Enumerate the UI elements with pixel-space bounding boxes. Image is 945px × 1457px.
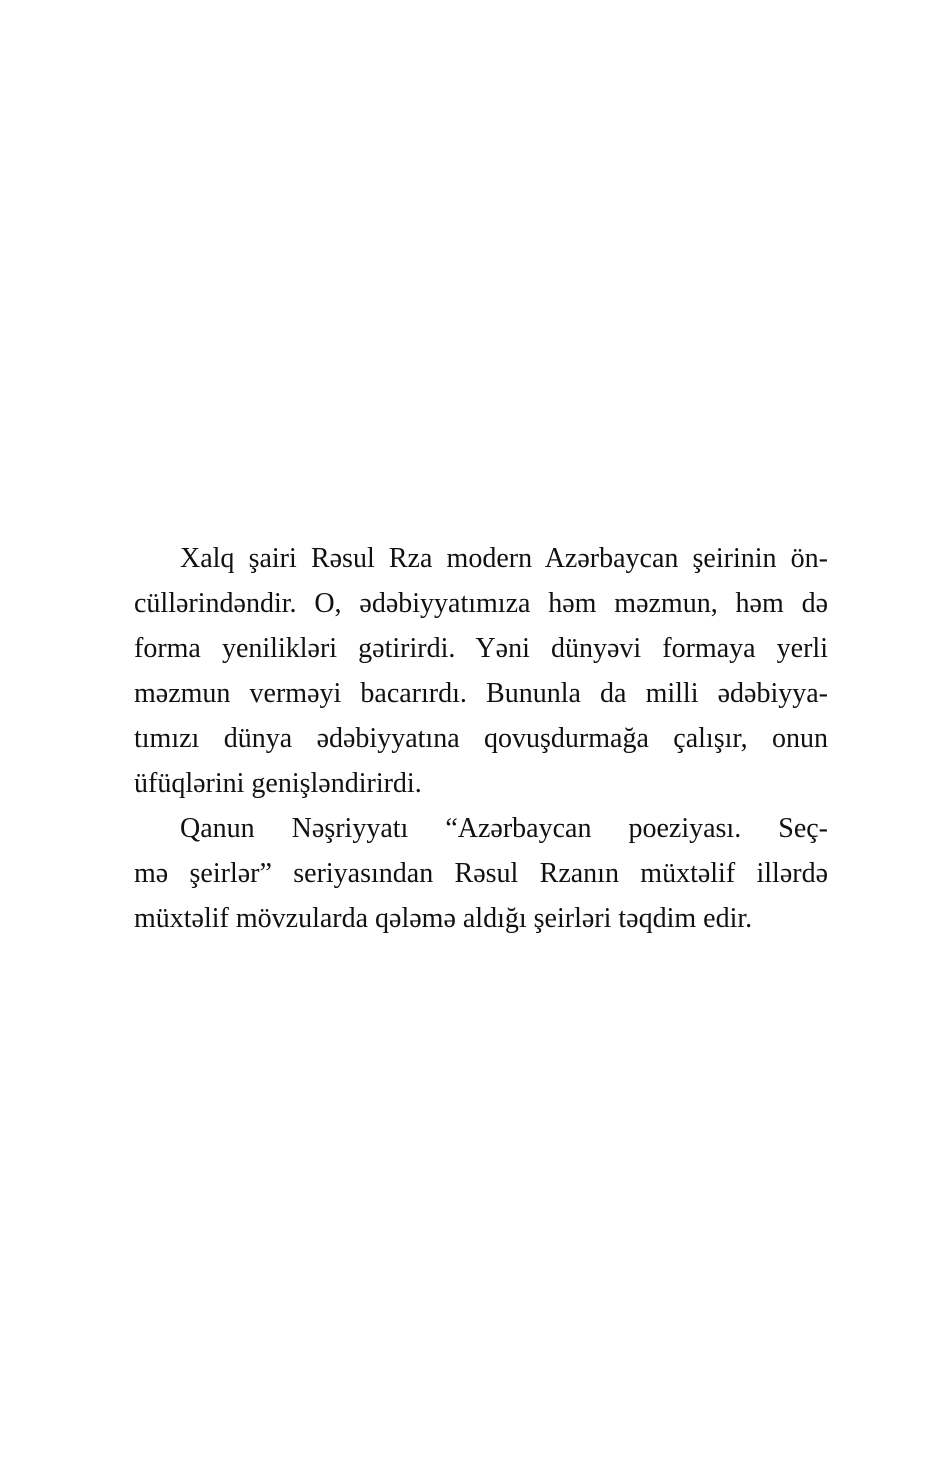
paragraph-2 (134, 806, 828, 941)
text-line: məzmun verməyi bacarırdı. Bununla da milli ədəbiyya- (134, 678, 828, 709)
text-line: tımızı dünya ədəbiyyatına qovuşdurmağa çalışır, onun (134, 723, 828, 754)
text-line: Xalq şairi Rəsul Rza modern Azərbaycan şeirinin ön- (180, 543, 828, 574)
text-line: cüllərindəndir. O, ədəbiyyatımıza həm məzmun, həm də (134, 588, 828, 619)
text-line: forma yenilikləri gətirirdi. Yəni dünyəvi formaya yerli (134, 633, 828, 664)
text-line: mə şeirlər” seriyasından Rəsul Rzanın müxtəlif illərdə (134, 858, 828, 889)
text-line: üfüqlərini genişləndirirdi. (134, 768, 422, 799)
text-line: müxtəlif mövzularda qələmə aldığı şeirləri təqdim edir. (134, 903, 753, 934)
text-line: Qanun Nəşriyyatı “Azərbaycan poeziyası. Seç- (180, 813, 828, 844)
preface-text (134, 536, 828, 941)
paragraph-1 (134, 536, 828, 806)
